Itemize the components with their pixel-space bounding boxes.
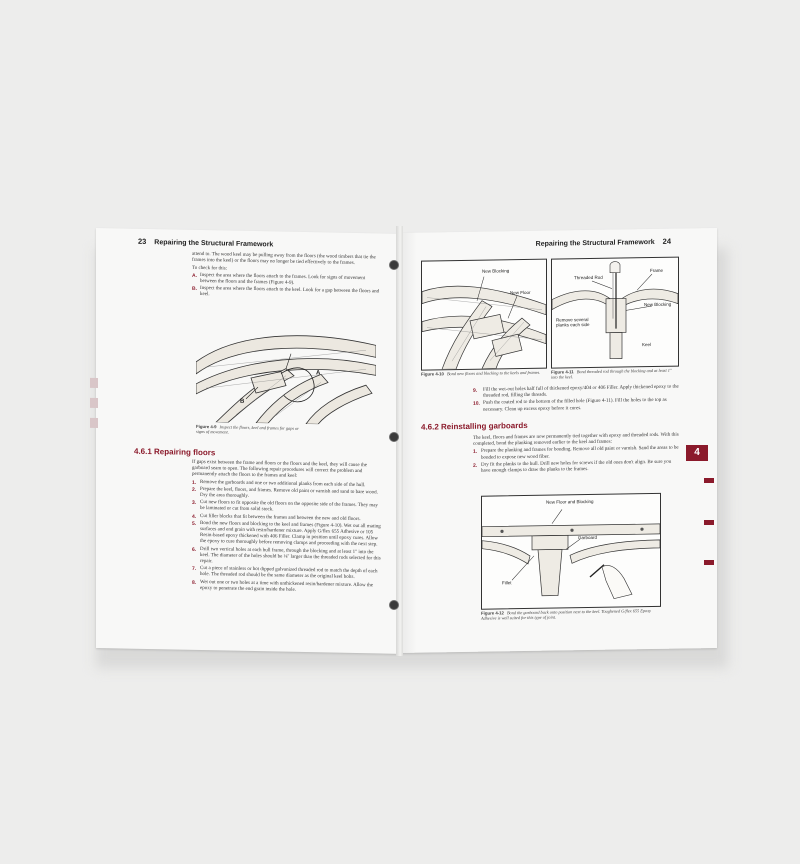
check-item-text: Inspect the area where the floors attach to the keel. Look for a gap between the floors and keel. (200, 286, 380, 298)
left-page-number: 23 (138, 236, 147, 246)
page-edge-stripe (704, 560, 714, 565)
page-edge-stripe (704, 478, 714, 483)
step-marker: 4. (192, 513, 197, 520)
figure-4-12-caption-label: Figure 4-12 (481, 610, 504, 616)
check-item-text: Inspect the area where the floors attach to the frames. Look for signs of movement between the floors and the frames (Figure 4-9). (200, 272, 366, 286)
right-running-head (536, 237, 677, 248)
step-marker: 2. (192, 486, 197, 493)
step-text: Bond the new floors and blocking to the keel and frames (Figure 4-10). Wet out all mating surfaces and end grain with resin/hardener mixture. Apply G/flex 655 Adhesive or 105 Resin-based epoxy thickened with 406 Filler. Clamp in position until epoxy cures. Allow the epoxy to cure thoroughly before removing clamps and proceeding with the next step. (200, 520, 381, 548)
left-page (96, 228, 399, 654)
check-item-marker: B. (192, 285, 197, 292)
step-text: Cut filler blocks that fit between the frames and between the new and old floors. (200, 513, 361, 522)
figure-4-10-caption (421, 370, 545, 377)
left-intro-text: attend to. The wood keel may be pulling away from the floors (the wood timbers that tie the frames into the keel) or the floors may no longer be tied effectively to the frames. (192, 251, 376, 267)
step-text: Prepare the keel, floors, and frames. Remove old paint or varnish and sand to bare wood. Dry the area thoroughly. (200, 486, 378, 499)
figure-4-11-callout-remove-planks: Remove several planks each side (556, 317, 590, 328)
step-item (473, 398, 679, 414)
figure-4-10-callout-new-blocking: New Blocking (482, 268, 510, 274)
left-running-head (132, 237, 273, 249)
book-gutter (396, 226, 403, 656)
page-edge-mark (90, 378, 98, 388)
left-running-title: Repairing the Structural Framework (154, 239, 274, 249)
step-marker: 8. (192, 579, 197, 586)
figure-4-11-caption (551, 368, 677, 380)
left-intro-block (192, 252, 380, 303)
figure-4-11-callout-keel: Keel (642, 342, 652, 348)
step-marker: 10. (473, 401, 480, 408)
step-marker: 6. (192, 546, 197, 553)
section-heading-4-6-1: 4.6.1 Repairing floors (134, 446, 216, 458)
binding-hole (389, 260, 399, 270)
binding-hole (389, 600, 399, 610)
figure-4-11-caption-text: Bond threaded rod through the blocking and at least 1" into the keel. (551, 367, 672, 380)
page-edge-mark (90, 418, 98, 428)
figure-4-12-callout-fillet: Fillet (502, 580, 512, 586)
step-item (473, 459, 679, 475)
step-item (192, 521, 382, 549)
figure-4-11-drawing (552, 258, 678, 368)
figure-4-10-callout-new-floor: New Floor (510, 289, 531, 296)
binding-hole (389, 432, 399, 442)
figure-4-10-drawing (422, 260, 546, 370)
figure-4-12-callout-garboard: Garboard (578, 534, 598, 541)
left-steps-block (192, 460, 382, 597)
step-marker: 2. (473, 462, 478, 469)
figure-4-12 (481, 493, 661, 610)
figure-4-12-drawing (482, 494, 660, 609)
step-marker: 1. (192, 479, 197, 486)
figure-4-11 (551, 257, 679, 369)
check-item-marker: A. (192, 272, 197, 279)
figure-4-9-caption (196, 424, 306, 436)
figure-4-11-callout-new-blocking: New Blocking (644, 301, 672, 308)
figure-4-12-caption (481, 608, 659, 621)
figure-4-10-caption-label: Figure 4-10 (421, 371, 444, 377)
figure-4-11-callout-frame: Frame (650, 267, 664, 274)
figure-4-12-callout-new-floor: New Floor and Blocking (546, 498, 594, 505)
right-running-title: Repairing the Structural Framework (535, 238, 655, 248)
step-text: Drill two vertical holes at each hull frame, through the blocking and at least 1" into the keel. The diameter of the holes should be ⅛" larger than the threaded rods selected for this repair. (200, 546, 381, 565)
step-marker: 9. (473, 387, 478, 394)
page-edge-mark (90, 398, 98, 408)
figure-4-9 (196, 322, 376, 425)
step-text: Prepare the planking and frames for bonding. Remove all old paint or varnish. Sand the areas to be bonded to expose new wood fiber. (481, 446, 679, 461)
page-edge-stripe (704, 520, 714, 525)
step-marker: 3. (192, 500, 197, 507)
step-text: Fill the wet-out holes half full of thickened epoxy/404 or 406 Filler. Apply thickened epoxy to the threaded rod, filling the threads. (483, 384, 679, 399)
step-text: Cut new floors to fit opposite the old floors on the opposite side of the frames. They may be laminated or cut from solid stock. (200, 500, 378, 513)
section-4-6-1-intro: If gaps exist between the frame and floors or the floors and the keel, they will cause the garboard seam to open. The following repair procedures will correct the problem and permanently attach the floors to the frames and keel: (192, 459, 367, 480)
section-heading-4-6-2: 4.6.2 Reinstalling garboards (421, 420, 528, 432)
garboard-steps-block (473, 433, 679, 476)
step-text: Dry fit the planks to the hull. Drill new holes for screws if the old ones don't align. Be sure you have enough clamps to draw the planks to the frames. (481, 459, 672, 474)
figure-4-12-caption-text: Bond the garboard back onto position next to the keel. Toughened G/flex 655 Epoxy Adhesive is well suited for this type of joint. (481, 608, 652, 621)
right-page-number: 24 (662, 236, 671, 246)
figure-4-9-callout-a: A (316, 370, 321, 377)
step-marker: 7. (192, 566, 197, 573)
right-page (399, 228, 717, 653)
check-item (192, 286, 380, 302)
figure-4-11-caption-label: Figure 4-11 (551, 369, 574, 375)
figure-4-9-drawing (196, 322, 376, 425)
step-marker: 5. (192, 520, 197, 527)
figure-4-11-callout-threaded-rod: Threaded Rod (574, 274, 603, 281)
figure-4-9-caption-text: Inspect the floors, keel and frames for gaps or signs of movement. (196, 424, 299, 435)
step-marker: 1. (473, 449, 478, 456)
step-text: Push the coated rod to the bottom of the filled hole (Figure 4-11). Fill the holes to the top as necessary. Clean up excess epoxy before it cures. (483, 398, 667, 413)
step-text: Remove the garboards and one or two additional planks from each side of the hull. (200, 479, 366, 488)
right-steps-block (473, 385, 679, 415)
step-item (192, 546, 382, 568)
step-text: Cut a piece of stainless or hot dipped galvanized threaded rod to match the depth of each hole. The threaded rod should be the same diameter as the original keel bolts. (200, 566, 378, 581)
step-text: Wet out one or two holes at a time with unthickened resin/hardener mixture. Allow the epoxy to penetrate the end grain inside the hole. (200, 579, 374, 593)
figure-4-9-callout-b: B (240, 398, 245, 405)
section-4-6-2-intro: The keel, floors and frames are now permanently tied together with epoxy and threaded rods. With this completed, bond the planking removed earlier to the keel and frames: (473, 432, 679, 448)
check-label: To check for this: (192, 266, 228, 272)
figure-4-9-caption-label: Figure 4-9 (196, 423, 217, 430)
step-item (192, 579, 382, 595)
chapter-tab[interactable]: 4 (686, 445, 708, 461)
figure-4-10 (421, 259, 547, 371)
figure-4-10-caption-text: Bond new floors and blocking to the keels and frames. (446, 369, 541, 377)
